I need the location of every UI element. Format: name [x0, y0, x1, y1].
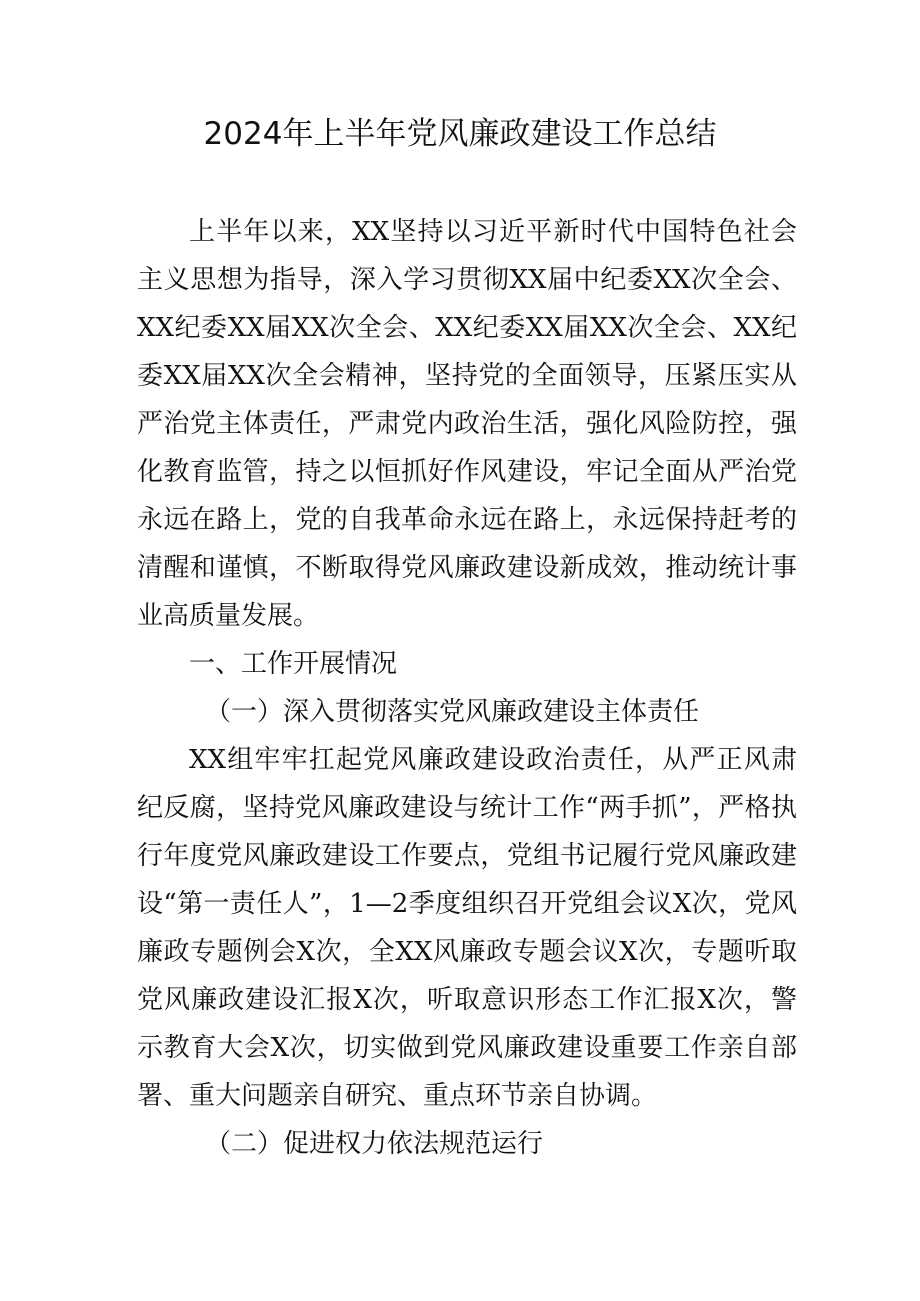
subsection-paragraph-main-responsibility: XX组牢牢扛起党风廉政建设政治责任，从严正风肃纪反腐，坚持党风廉政建设与统计工作“两手抓”，严格执行年度党风廉政建设工作要点，党组书记履行党风廉政建设“第一责任人”，1—2季度组织召开党组会议X次，党风廉政专题例会X次，全XX风廉政专题会议X次，专题听取党风廉政建设汇报X次，听取意识形态工作汇报X次，警示教育大会X次，切实做到党风廉政建设重要工作亲自部署、重大问题亲自研究、重点环节亲自协调。 [137, 745, 797, 1111]
subsection-heading-power-regulation: （二）促进权力依法规范运行 [205, 1129, 544, 1159]
section-heading-work-status: 一、工作开展情况 [189, 649, 398, 679]
intro-paragraph: 上半年以来，XX坚持以习近平新时代中国特色社会主义思想为指导，深入学习贯彻XX届中纪委XX次全会、XX纪委XX届XX次全会、XX纪委XX届XX次全会、XX纪委XX届XX次全会精神，坚持党的全面领导，压紧压实从严治党主体责任，严肃党内政治生活，强化风险防控，强化教育监管，持之以恒抓好作风建设，牢记全面从严治党永远在路上，党的自我革命永远在路上，永远保持赶考的清醒和谨慎，不断取得党风廉政建设新成效，推动统计事业高质量发展。 [137, 217, 797, 631]
subsection-heading-main-responsibility: （一）深入贯彻落实党风廉政建设主体责任 [205, 697, 700, 727]
document-body [137, 208, 797, 1168]
document-title: 2024年上半年党风廉政建设工作总结 [203, 116, 717, 152]
